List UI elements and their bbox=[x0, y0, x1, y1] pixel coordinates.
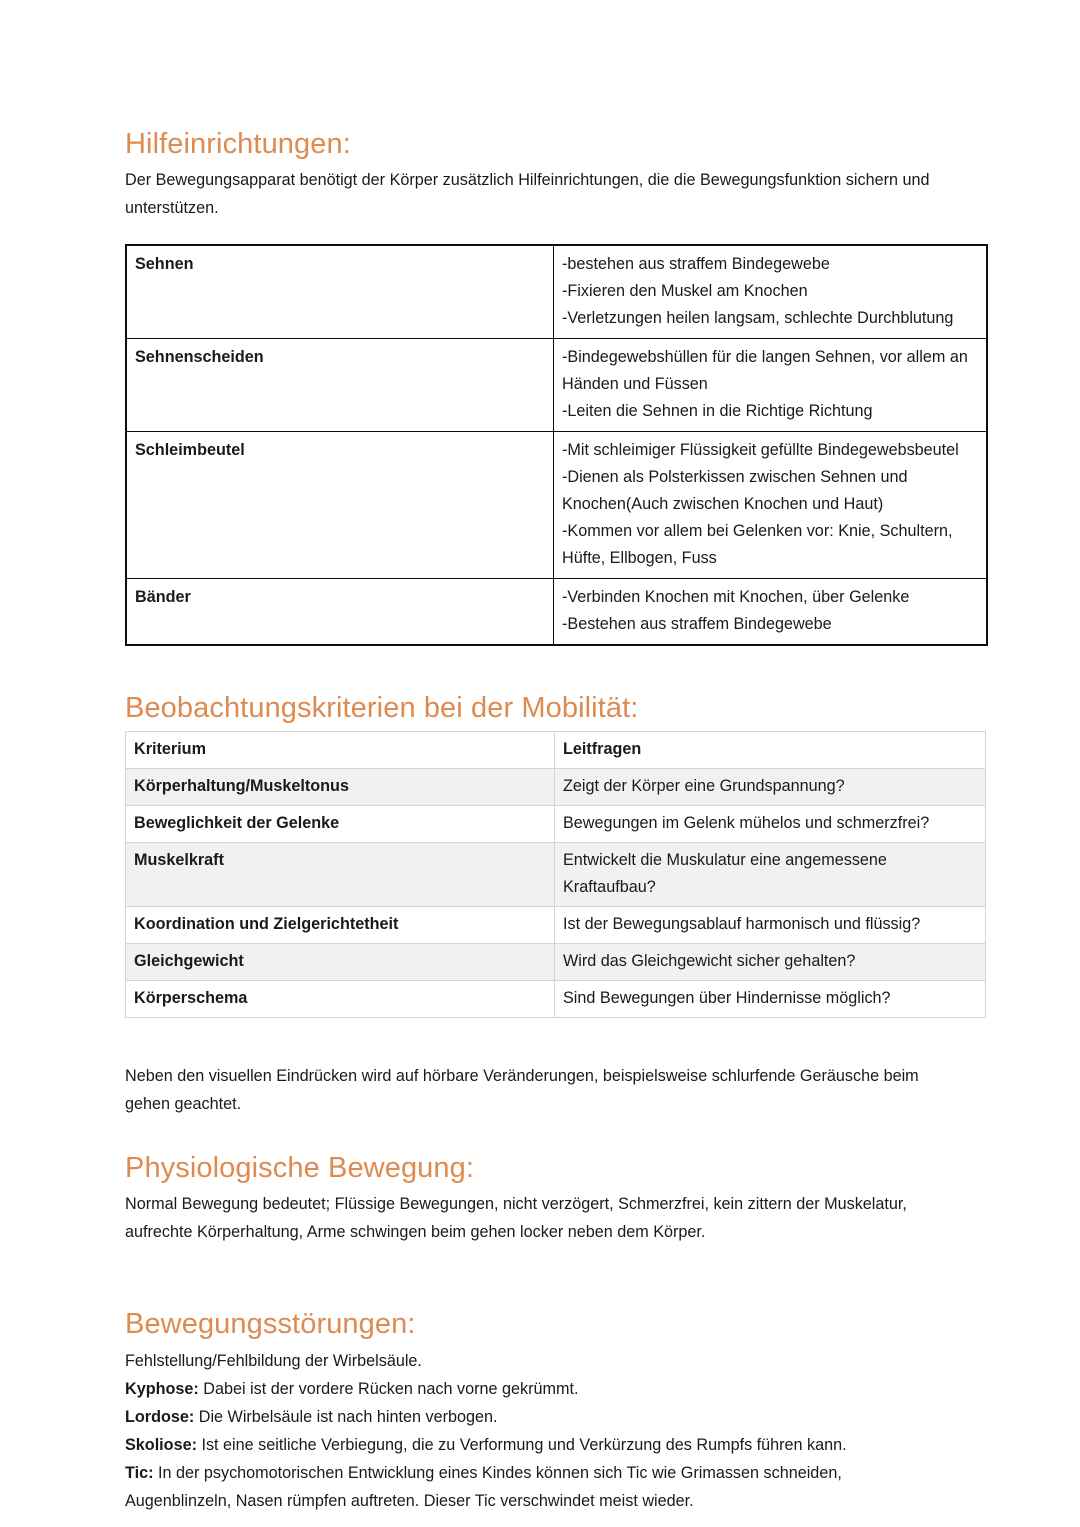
term-lordose: Lordose: bbox=[125, 1407, 195, 1426]
cell-line: -Bindegewebshüllen für die langen Sehnen, vor allem an Händen und Füssen bbox=[562, 348, 968, 394]
table-row bbox=[126, 245, 987, 339]
table-cell-term: Schleimbeutel bbox=[126, 432, 554, 579]
table-cell-kriterium: Körperschema bbox=[126, 980, 555, 1017]
heading-hilfeinrichtungen: Hilfeinrichtungen: bbox=[125, 128, 351, 160]
cell-line: -Mit schleimiger Flüssigkeit gefüllte Bindegewebsbeutel bbox=[562, 441, 959, 460]
table-row bbox=[126, 943, 986, 980]
term-kyphose: Kyphose: bbox=[125, 1379, 199, 1398]
definition-lordose bbox=[125, 1403, 951, 1431]
cell-line: -bestehen aus straffem Bindegewebe bbox=[562, 255, 830, 274]
table-cell-leitfrage: Entwickelt die Muskulatur eine angemessene Kraftaufbau? bbox=[555, 842, 986, 906]
heading-bewegungsstoerungen: Bewegungsstörungen: bbox=[125, 1308, 416, 1341]
heading-physiologische-bewegung: Physiologische Bewegung: bbox=[125, 1151, 475, 1184]
cell-line: -Bestehen aus straffem Bindegewebe bbox=[562, 615, 832, 634]
cell-line: -Verbinden Knochen mit Knochen, über Gelenke bbox=[562, 588, 910, 607]
definition-text-skoliose: Ist eine seitliche Verbiegung, die zu Verformung und Verkürzung des Rumpfs führen kann. bbox=[196, 1435, 847, 1454]
table-cell-leitfrage: Wird das Gleichgewicht sicher gehalten? bbox=[555, 943, 986, 980]
cell-line: -Kommen vor allem bei Gelenken vor: Knie, Schultern, Hüfte, Ellbogen, Fuss bbox=[562, 522, 953, 568]
definition-text-tic: In der psychomotorischen Entwicklung eines Kindes können sich Tic wie Grimassen schneiden, Augenblinzeln, Nasen rümpfen auftreten. Dieser Tic verschwindet meist wieder. bbox=[125, 1463, 842, 1510]
table-cell-kriterium: Beweglichkeit der Gelenke bbox=[126, 805, 555, 842]
cell-line: -Verletzungen heilen langsam, schlechte Durchblutung bbox=[562, 309, 954, 328]
cell-line: -Fixieren den Muskel am Knochen bbox=[562, 282, 808, 301]
heading-beobachtungskriterien: Beobachtungskriterien bei der Mobilität: bbox=[125, 692, 639, 725]
body-physiologische-bewegung: Normal Bewegung bedeutet; Flüssige Bewegungen, nicht verzögert, Schmerzfrei, kein zittern der Muskelatur, aufrechte Körperhaltung, Arme schwingen beim gehen locker neben dem Körper. bbox=[125, 1195, 907, 1242]
table-row bbox=[126, 842, 986, 906]
intro-paragraph-hilfeinrichtungen: Der Bewegungsapparat benötigt der Körper zusätzlich Hilfeinrichtungen, die die Bewegungsfunktion sichern und unterstützen. bbox=[125, 171, 930, 218]
table-cell-description bbox=[554, 245, 988, 339]
table-header-leitfragen: Leitfragen bbox=[555, 731, 986, 768]
table-row bbox=[126, 805, 986, 842]
table-header-kriterium: Kriterium bbox=[126, 731, 555, 768]
term-skoliose: Skoliose: bbox=[125, 1435, 197, 1454]
table-cell-kriterium: Muskelkraft bbox=[126, 842, 555, 906]
cell-line: -Dienen als Polsterkissen zwischen Sehnen und Knochen(Auch zwischen Knochen und Haut) bbox=[562, 468, 908, 514]
table-cell-term: Sehnen bbox=[126, 245, 554, 339]
table-cell-description bbox=[554, 579, 988, 646]
table-hilfeinrichtungen bbox=[125, 244, 988, 646]
intro-paragraph-bewegungsstoerungen: Fehlstellung/Fehlbildung der Wirbelsäule. bbox=[125, 1351, 422, 1370]
table-header-row bbox=[126, 731, 986, 768]
term-tic: Tic: bbox=[125, 1463, 154, 1482]
table-cell-kriterium: Gleichgewicht bbox=[126, 943, 555, 980]
table-cell-leitfrage: Zeigt der Körper eine Grundspannung? bbox=[555, 768, 986, 805]
table-cell-kriterium: Körperhaltung/Muskeltonus bbox=[126, 768, 555, 805]
table-cell-description bbox=[554, 339, 988, 432]
definition-kyphose bbox=[125, 1375, 951, 1403]
table-row bbox=[126, 768, 986, 805]
table-row bbox=[126, 579, 987, 646]
definition-text-lordose: Die Wirbelsäule ist nach hinten verbogen. bbox=[194, 1407, 498, 1426]
table-cell-term: Bänder bbox=[126, 579, 554, 646]
definition-text-kyphose: Dabei ist der vordere Rücken nach vorne gekrümmt. bbox=[198, 1379, 579, 1398]
table-row bbox=[126, 906, 986, 943]
table-row bbox=[126, 432, 987, 579]
table-row bbox=[126, 980, 986, 1017]
table-cell-leitfrage: Sind Bewegungen über Hindernisse möglich? bbox=[555, 980, 986, 1017]
definition-tic bbox=[125, 1459, 951, 1515]
table-cell-leitfrage: Bewegungen im Gelenk mühelos und schmerzfrei? bbox=[555, 805, 986, 842]
document-content bbox=[125, 128, 968, 1515]
table-row bbox=[126, 339, 987, 432]
definition-skoliose bbox=[125, 1431, 951, 1459]
table-beobachtungskriterien bbox=[125, 731, 986, 1018]
table-cell-kriterium: Koordination und Zielgerichtetheit bbox=[126, 906, 555, 943]
cell-line: -Leiten die Sehnen in die Richtige Richtung bbox=[562, 402, 873, 421]
table-cell-leitfrage: Ist der Bewegungsablauf harmonisch und flüssig? bbox=[555, 906, 986, 943]
note-paragraph-hoerbare-veraenderungen: Neben den visuellen Eindrücken wird auf hörbare Veränderungen, beispielsweise schlurfende Geräusche beim gehen geachtet. bbox=[125, 1066, 919, 1113]
table-cell-description bbox=[554, 432, 988, 579]
table-cell-term: Sehnenscheiden bbox=[126, 339, 554, 432]
